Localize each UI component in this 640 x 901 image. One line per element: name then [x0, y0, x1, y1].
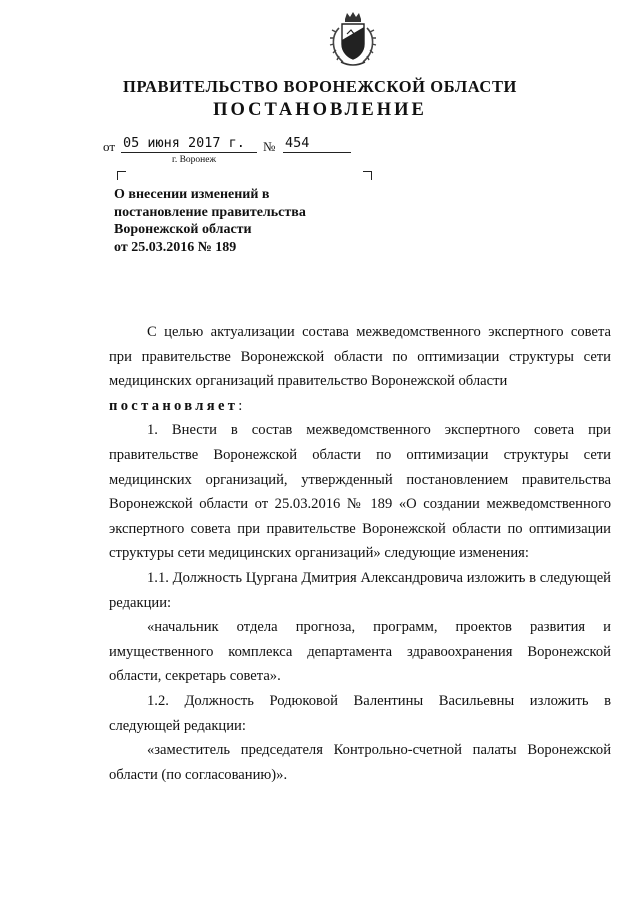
document-date: 05 июня 2017 г.: [121, 135, 257, 153]
item-1-2-paragraph: 1.2. Должность Родюковой Валентины Васильевны изложить в следующей редакции:: [109, 692, 611, 734]
subject-line: Воронежской области: [114, 222, 252, 237]
coat-of-arms-icon: [327, 10, 379, 68]
decree-word: постановляет: [109, 397, 239, 414]
document-type-title: ПОСТАНОВЛЕНИЕ: [213, 100, 427, 120]
document-subject: [114, 186, 374, 256]
date-prefix: от: [103, 139, 116, 154]
subject-line: от 25.03.2016 № 189: [114, 239, 237, 255]
subject-corner-left: [117, 171, 126, 180]
intro-paragraph: С целью актуализации состава межведомственного экспертного совета при правительстве Воронежской области по оптимизации структуры сети медицинских организаций правительство Воронежской области: [109, 324, 611, 390]
subject-corner-right: [363, 171, 372, 180]
item-1-1-paragraph: 1.1. Должность Цургана Дмитрия Александровича изложить в следующей редакции:: [109, 569, 611, 611]
item-1-1-text: «начальник отдела прогноза, программ, проектов развития и имущественного комплекса департамента здравоохранения Воронежской области, секретарь совета».: [109, 619, 611, 685]
document-city: г. Воронеж: [172, 155, 217, 165]
decree-line: [109, 394, 611, 419]
decree-colon: :: [238, 397, 243, 414]
item-1-2-text: «заместитель председателя Контрольно-счетной палаты Воронежской области (по согласованию)».: [109, 742, 611, 783]
subject-line: О внесении изменений в: [114, 187, 270, 202]
organization-title: ПРАВИТЕЛЬСТВО ВОРОНЕЖСКОЙ ОБЛАСТИ: [123, 77, 517, 96]
item-1-paragraph: 1. Внести в состав межведомственного экспертного совета при правительстве Воронежской области по оптимизации структуры сети медицинских организаций, утвержденный постановлением правительства Воронежской области от 25.03.2016 № 189 «О создании межведомственного экспертного совета при правительстве Воронежской области по оптимизации структуры сети медицинских организаций» следующие изменения:: [109, 422, 611, 562]
subject-line: постановление правительства: [114, 204, 306, 220]
document-body: [109, 320, 611, 787]
document-number: 454: [283, 135, 351, 153]
number-prefix: №: [263, 139, 276, 154]
